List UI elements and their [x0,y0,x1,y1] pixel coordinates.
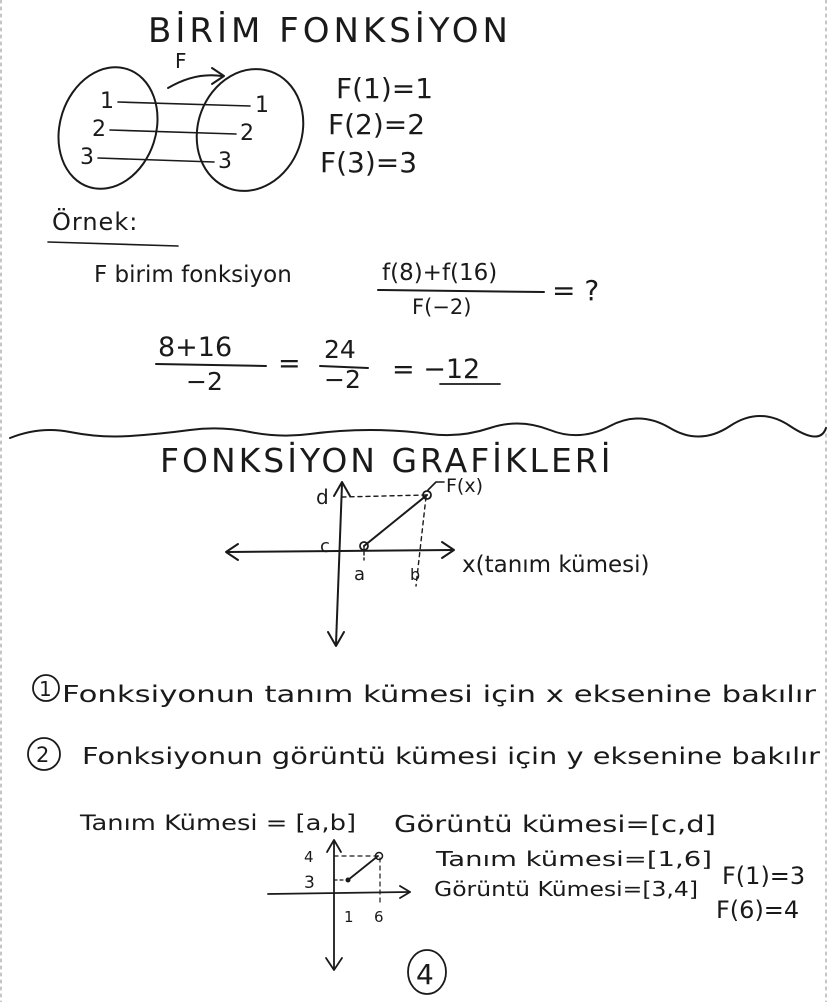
domain-item: 3 [80,145,94,170]
rule-1 [33,675,817,708]
rule-text: Fonksiyonun görüntü kümesi için y eksenine bakılır [82,744,821,770]
function-label: F [175,49,187,73]
x-tick-6: 6 [374,908,384,926]
mapping-diagram [43,49,320,206]
step1-denominator: −2 [186,367,223,396]
example-numerator: f(8)+f(16) [382,260,498,286]
graph2-domain: Tanım kümesi=[1,6] [434,847,712,871]
rule-2 [28,738,821,770]
domain-item: 1 [100,89,114,114]
step1-numerator: 8+16 [158,332,233,363]
y-axis [336,484,342,644]
range-item: 3 [218,149,232,174]
rule-text: Fonksiyonun tanım kümesi için x eksenine bakılır [62,682,817,708]
rule-number: 1 [39,677,52,701]
example-statement: F birim fonksiyon [94,262,292,288]
graph2-f1: F(1)=3 [722,862,806,890]
wavy-divider [10,416,826,438]
page-number [408,950,446,994]
function-graph-1 [226,475,649,646]
range-item: 2 [240,121,254,146]
domain-item: 2 [92,117,106,142]
graph2-f6: F(6)=4 [716,896,800,924]
x-tick-1: 1 [344,908,354,926]
x-tick-b: b [410,565,421,584]
function-graph-2 [268,840,410,970]
y-tick-3: 3 [304,873,315,893]
y-tick-c: c [320,536,330,557]
domain-oval [43,54,173,202]
curve-label: F(x) [446,475,483,497]
example-question: = ? [552,274,600,307]
step2-numerator: 24 [324,335,356,364]
rule-number: 2 [36,743,50,767]
example-result: = −12 [392,354,481,385]
x-axis-label: x(tanım kümesi) [462,552,650,578]
page-title: BİRİM FONKSİYON [148,11,512,51]
summary-domain: Tanım Kümesi = [a,b] [78,811,356,835]
mapping-value: F(3)=3 [320,146,418,179]
step2-denominator: −2 [324,365,361,394]
summary-image: Görüntü kümesi=[c,d] [394,812,716,838]
mapping-value: F(1)=1 [336,72,434,105]
graph2-image: Görüntü Kümesi=[3,4] [434,877,698,901]
y-tick-4: 4 [304,848,314,866]
example-denominator: F(−2) [412,295,472,319]
example-heading: Örnek: [52,208,139,236]
equals-sign: = [278,348,301,379]
range-item: 1 [255,93,269,118]
mapping-value: F(2)=2 [328,108,426,141]
y-tick-d: d [316,485,329,509]
x-tick-a: a [354,564,366,585]
x-axis [268,892,410,894]
section-title-graphs: FONKSİYON GRAFİKLERİ [160,441,614,480]
svg-text:4: 4 [416,958,434,991]
